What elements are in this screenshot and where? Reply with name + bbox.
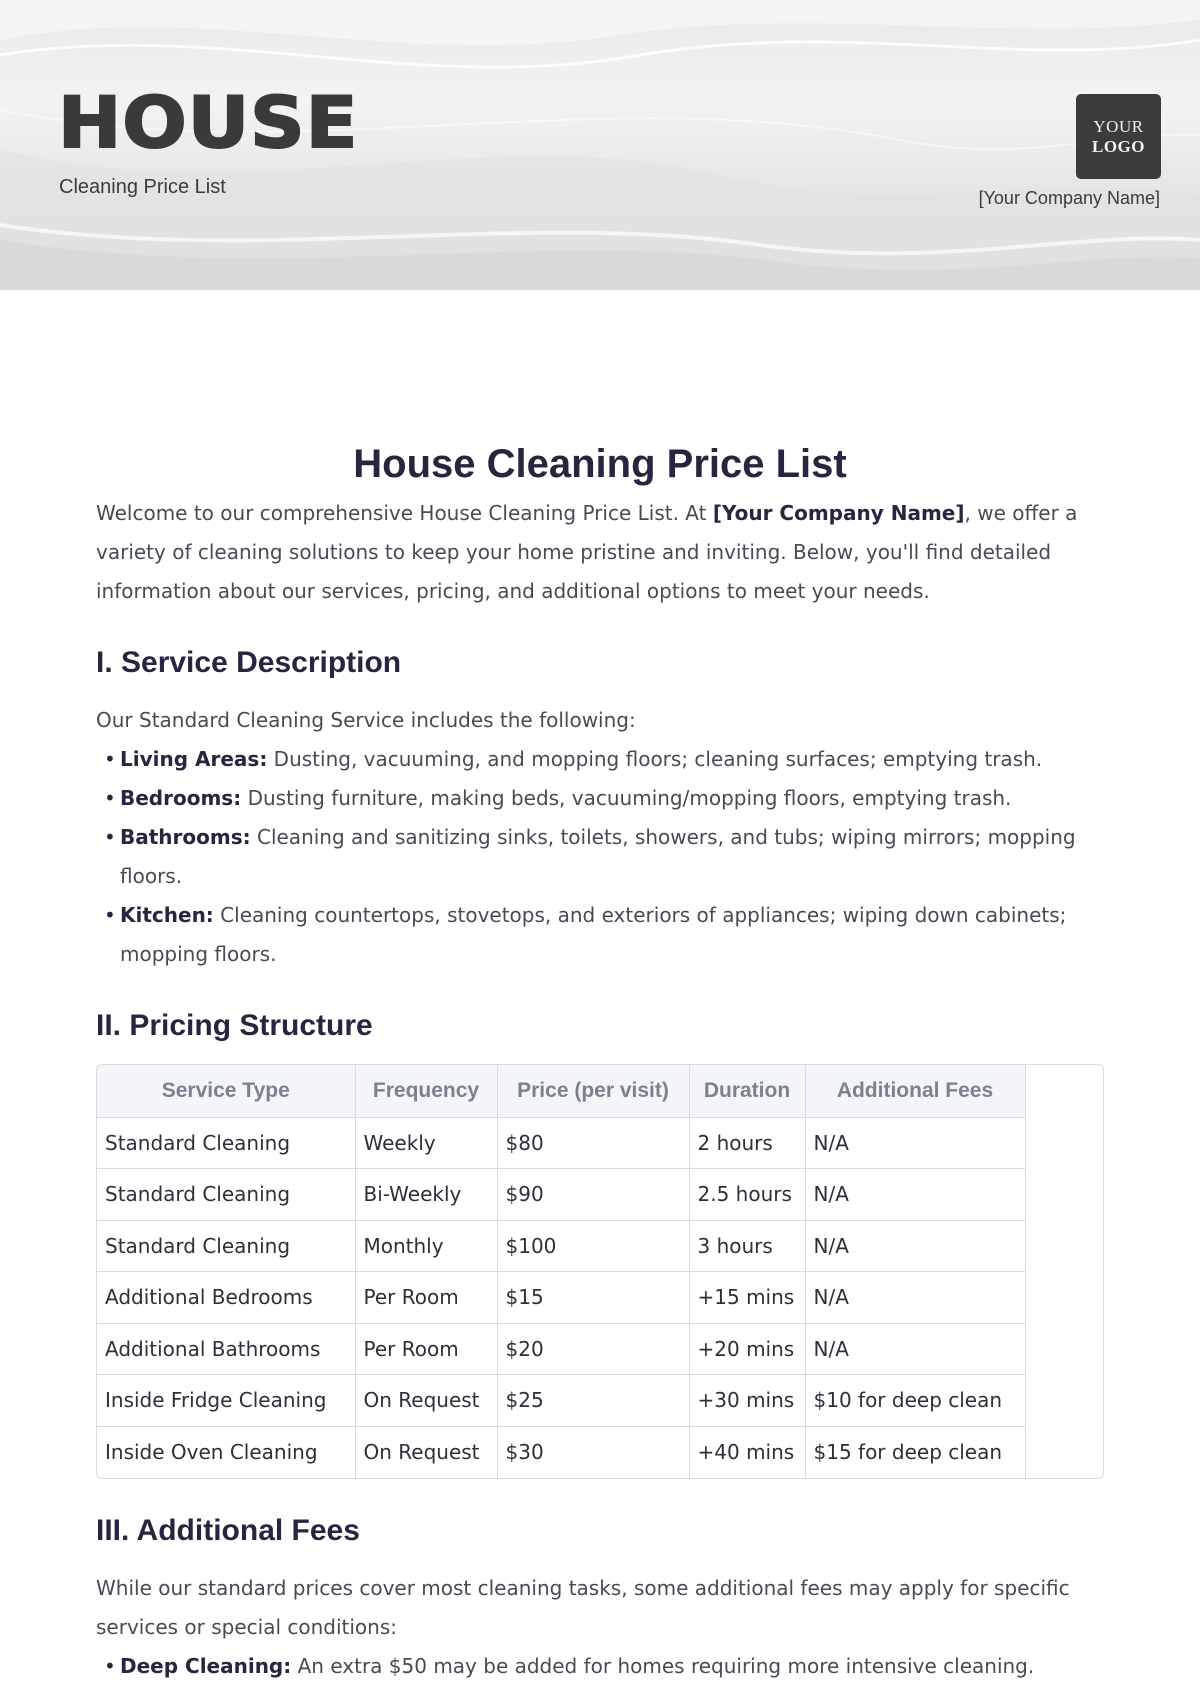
service-item-label: Bedrooms: [120,786,242,810]
service-item-kitchen [96,896,1104,974]
column-header-additional-fees: Additional Fees [805,1065,1025,1117]
table-row [97,1426,1025,1478]
cell-duration: +40 mins [689,1426,805,1478]
cell-service-type: Inside Oven Cleaning [97,1426,355,1478]
cell-frequency: Monthly [355,1220,497,1272]
cell-price: $100 [497,1220,689,1272]
service-description-lead: Our Standard Cleaning Service includes the following: [96,708,636,732]
cell-price: $20 [497,1323,689,1375]
service-item-text: Cleaning countertops, stovetops, and exteriors of appliances; wiping down cabinets; mopping floors. [120,903,1067,966]
cell-frequency: On Request [355,1375,497,1427]
cell-price: $90 [497,1169,689,1221]
service-item-text: Dusting furniture, making beds, vacuuming/mopping floors, emptying trash. [241,786,1012,810]
service-item-text: Dusting, vacuuming, and mopping floors; cleaning surfaces; emptying trash. [267,747,1043,771]
cell-duration: 2 hours [689,1117,805,1169]
intro-text-start: Welcome to our comprehensive House Cleaning Price List. At [96,501,713,525]
cell-service-type: Additional Bathrooms [97,1323,355,1375]
cell-duration: +20 mins [689,1323,805,1375]
intro-paragraph [96,494,1104,611]
cell-duration: 3 hours [689,1220,805,1272]
cell-service-type: Standard Cleaning [97,1117,355,1169]
table-row [97,1375,1025,1427]
table-row [97,1117,1025,1169]
cell-duration: 2.5 hours [689,1169,805,1221]
additional-fees-list [96,1647,1104,1686]
cell-additional-fees: N/A [805,1117,1025,1169]
cell-service-type: Standard Cleaning [97,1220,355,1272]
service-item-bathrooms [96,818,1104,896]
brand-title: HOUSE [58,82,359,164]
header-company-name: [Your Company Name] [978,188,1160,208]
service-item-text: Cleaning and sanitizing sinks, toilets, showers, and tubs; wiping mirrors; mopping floors. [120,825,1076,888]
service-item-label: Kitchen: [120,903,214,927]
company-logo [1076,94,1161,179]
column-header-service-type: Service Type [97,1065,355,1117]
cell-additional-fees: N/A [805,1169,1025,1221]
fee-item-text: An extra $50 may be added for homes requiring more intensive cleaning. [291,1653,1035,1678]
table-row [97,1272,1025,1324]
cell-price: $80 [497,1117,689,1169]
cell-frequency: Per Room [355,1323,497,1375]
fee-item-label: Deep Cleaning: [120,1653,292,1678]
fee-item-deep-cleaning [96,1647,1104,1686]
cell-service-type: Inside Fridge Cleaning [97,1375,355,1427]
table-header-row [97,1065,1025,1117]
table-row [97,1220,1025,1272]
cell-service-type: Standard Cleaning [97,1169,355,1221]
section-heading-additional-fees: III. Additional Fees [96,1513,360,1547]
cell-frequency: Per Room [355,1272,497,1324]
cell-price: $15 [497,1272,689,1324]
service-item-label: Living Areas: [120,747,268,771]
logo-text-line2: LOGO [1091,136,1145,156]
document-body [96,440,1104,1686]
table-row [97,1169,1025,1221]
cell-price: $25 [497,1375,689,1427]
service-item-living-areas [96,740,1104,779]
cell-additional-fees: $10 for deep clean [805,1375,1025,1427]
service-list [96,740,1104,974]
additional-fees-lead: While our standard prices cover most cleaning tasks, some additional fees may apply for specific services or special conditions: [96,1575,1070,1639]
cell-additional-fees: N/A [805,1323,1025,1375]
section-heading-pricing-structure: II. Pricing Structure [96,1009,373,1042]
cell-price: $30 [497,1426,689,1478]
cell-additional-fees: N/A [805,1272,1025,1324]
section-heading-service-description: I. Service Description [96,646,402,679]
pricing-table [97,1065,1026,1478]
cell-duration: +30 mins [689,1375,805,1427]
logo-text-line1: YOUR [1093,116,1144,136]
column-header-duration: Duration [689,1065,805,1117]
intro-company-name: [Your Company Name] [712,501,965,525]
document-title: House Cleaning Price List [353,442,847,486]
cell-additional-fees: $15 for deep clean [805,1426,1025,1478]
brand-subtitle: Cleaning Price List [59,176,226,198]
cell-frequency: Weekly [355,1117,497,1169]
cell-frequency: Bi-Weekly [355,1169,497,1221]
pricing-table-container [96,1064,1104,1479]
page-header [0,0,1200,290]
cell-service-type: Additional Bedrooms [97,1272,355,1324]
column-header-price: Price (per visit) [497,1065,689,1117]
service-item-bedrooms [96,779,1104,818]
cell-additional-fees: N/A [805,1220,1025,1272]
cell-frequency: On Request [355,1426,497,1478]
intro-text-end: , we offer a variety of cleaning solutions to keep your home pristine and inviting. Below, you'll find detailed information about our services, pricing, and additional options to meet your needs. [96,501,1078,603]
table-row [97,1323,1025,1375]
column-header-frequency: Frequency [355,1065,497,1117]
cell-duration: +15 mins [689,1272,805,1324]
service-item-label: Bathrooms: [120,825,251,849]
